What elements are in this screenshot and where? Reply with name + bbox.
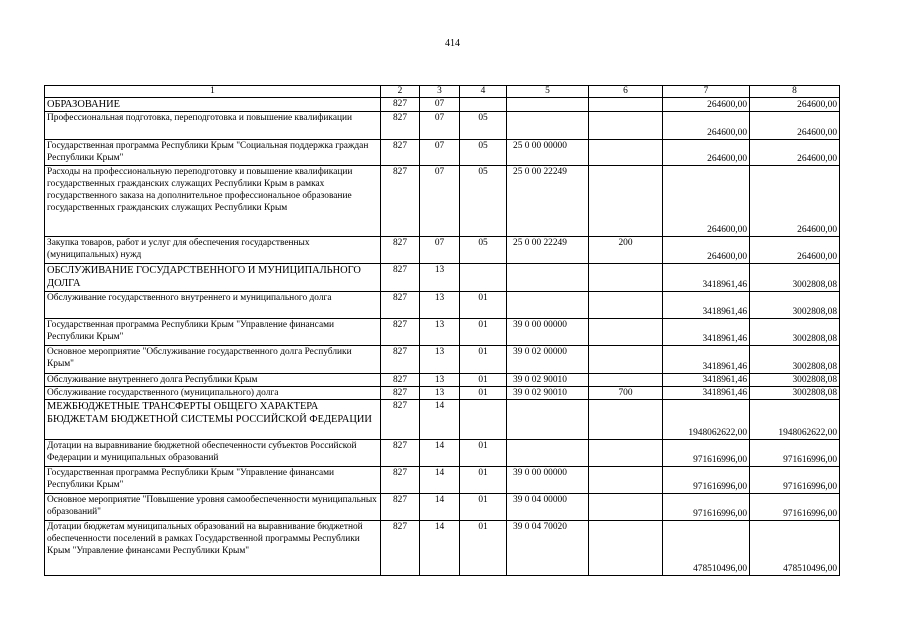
- row-name: Закупка товаров, работ и услуг для обеспечения государственных (муниципальных) нужд: [45, 237, 381, 264]
- row-name: ОБРАЗОВАНИЕ: [45, 98, 381, 112]
- subsection-code: 01: [460, 467, 507, 494]
- section-code: 13: [420, 346, 460, 374]
- amount-year-1: 264600,00: [663, 166, 750, 237]
- table-body: [45, 86, 840, 576]
- target-article: 39 0 00 00000: [507, 467, 589, 494]
- row-name: Профессиональная подготовка, переподготовка и повышение квалификации: [45, 112, 381, 140]
- target-article: 39 0 04 00000: [507, 494, 589, 521]
- amount-year-1: 971616996,00: [663, 440, 750, 467]
- amount-year-2: 264600,00: [750, 237, 840, 264]
- header-cell: 1: [45, 86, 381, 98]
- target-article: 39 0 02 90010: [507, 374, 589, 387]
- subsection-code: 01: [460, 346, 507, 374]
- header-row: [45, 86, 840, 98]
- subsection-code: 01: [460, 319, 507, 346]
- amount-year-1: 3418961,46: [663, 264, 750, 292]
- amount-year-2: 264600,00: [750, 166, 840, 237]
- subsection-code: [460, 98, 507, 112]
- ministry-code: 827: [381, 387, 420, 400]
- expense-type: [589, 374, 663, 387]
- target-article: [507, 112, 589, 140]
- table-row: [45, 98, 840, 112]
- amount-year-1: 3418961,46: [663, 374, 750, 387]
- target-article: [507, 400, 589, 440]
- ministry-code: 827: [381, 140, 420, 166]
- header-cell: 3: [420, 86, 460, 98]
- table-row: [45, 374, 840, 387]
- target-article: [507, 292, 589, 319]
- table-row: [45, 467, 840, 494]
- row-name: Основное мероприятие "Повышение уровня самообеспеченности муниципальных образований": [45, 494, 381, 521]
- expense-type: 200: [589, 237, 663, 264]
- table-row: [45, 494, 840, 521]
- target-article: 39 0 02 90010: [507, 387, 589, 400]
- expense-type: [589, 467, 663, 494]
- amount-year-2: 3002808,08: [750, 374, 840, 387]
- section-code: 13: [420, 292, 460, 319]
- expense-type: [589, 521, 663, 576]
- target-article: 39 0 04 70020: [507, 521, 589, 576]
- amount-year-1: 264600,00: [663, 237, 750, 264]
- ministry-code: 827: [381, 346, 420, 374]
- subsection-code: 05: [460, 166, 507, 237]
- target-article: 39 0 00 00000: [507, 319, 589, 346]
- subsection-code: [460, 400, 507, 440]
- table-row: [45, 440, 840, 467]
- table-row: [45, 346, 840, 374]
- row-name: Государственная программа Республики Крым "Управление финансами Республики Крым": [45, 319, 381, 346]
- amount-year-1: 971616996,00: [663, 494, 750, 521]
- section-code: 14: [420, 400, 460, 440]
- ministry-code: 827: [381, 112, 420, 140]
- row-name: Дотации бюджетам муниципальных образований на выравнивание бюджетной обеспеченности поселений в рамках Государственной программы Республики Крым "Управление финансами Республики Крым": [45, 521, 381, 576]
- target-article: 25 0 00 22249: [507, 237, 589, 264]
- amount-year-2: 971616996,00: [750, 440, 840, 467]
- amount-year-2: 971616996,00: [750, 467, 840, 494]
- target-article: 39 0 02 00000: [507, 346, 589, 374]
- amount-year-1: 3418961,46: [663, 387, 750, 400]
- subsection-code: 05: [460, 112, 507, 140]
- subsection-code: 01: [460, 494, 507, 521]
- header-cell: 8: [750, 86, 840, 98]
- expense-type: [589, 98, 663, 112]
- section-code: 13: [420, 387, 460, 400]
- ministry-code: 827: [381, 400, 420, 440]
- section-code: 13: [420, 374, 460, 387]
- subsection-code: 01: [460, 440, 507, 467]
- section-code: 07: [420, 98, 460, 112]
- expense-type: [589, 346, 663, 374]
- amount-year-1: 1948062622,00: [663, 400, 750, 440]
- expense-type: 700: [589, 387, 663, 400]
- header-cell: 7: [663, 86, 750, 98]
- expense-type: [589, 494, 663, 521]
- ministry-code: 827: [381, 521, 420, 576]
- amount-year-2: 264600,00: [750, 112, 840, 140]
- ministry-code: 827: [381, 237, 420, 264]
- amount-year-1: 478510496,00: [663, 521, 750, 576]
- section-code: 07: [420, 140, 460, 166]
- amount-year-1: 264600,00: [663, 140, 750, 166]
- row-name: Обслуживание внутреннего долга Республики Крым: [45, 374, 381, 387]
- target-article: 25 0 00 00000: [507, 140, 589, 166]
- section-code: 07: [420, 237, 460, 264]
- ministry-code: 827: [381, 374, 420, 387]
- ministry-code: 827: [381, 319, 420, 346]
- subsection-code: 01: [460, 374, 507, 387]
- amount-year-2: 1948062622,00: [750, 400, 840, 440]
- table-row: [45, 521, 840, 576]
- budget-table: [44, 85, 840, 576]
- subsection-code: 05: [460, 140, 507, 166]
- table-row: [45, 319, 840, 346]
- ministry-code: 827: [381, 98, 420, 112]
- table-row: [45, 387, 840, 400]
- amount-year-1: 264600,00: [663, 98, 750, 112]
- row-name: Обслуживание государственного внутреннего и муниципального долга: [45, 292, 381, 319]
- target-article: 25 0 00 22249: [507, 166, 589, 237]
- header-cell: 5: [507, 86, 589, 98]
- row-name: Государственная программа Республики Крым "Социальная поддержка граждан Республики Крым": [45, 140, 381, 166]
- section-code: 07: [420, 112, 460, 140]
- header-cell: 4: [460, 86, 507, 98]
- row-name: Обслуживание государственного (муниципального) долга: [45, 387, 381, 400]
- expense-type: [589, 292, 663, 319]
- amount-year-1: 971616996,00: [663, 467, 750, 494]
- section-code: 14: [420, 467, 460, 494]
- expense-type: [589, 319, 663, 346]
- target-article: [507, 264, 589, 292]
- target-article: [507, 440, 589, 467]
- row-name: МЕЖБЮДЖЕТНЫЕ ТРАНСФЕРТЫ ОБЩЕГО ХАРАКТЕРА БЮДЖЕТАМ БЮДЖЕТНОЙ СИСТЕМЫ РОССИЙСКОЙ ФЕДЕРАЦИИ: [45, 400, 381, 440]
- section-code: 13: [420, 264, 460, 292]
- expense-type: [589, 112, 663, 140]
- amount-year-1: 3418961,46: [663, 346, 750, 374]
- header-cell: 6: [589, 86, 663, 98]
- section-code: 14: [420, 494, 460, 521]
- expense-type: [589, 440, 663, 467]
- ministry-code: 827: [381, 292, 420, 319]
- target-article: [507, 98, 589, 112]
- page-number: 414: [445, 38, 460, 49]
- amount-year-2: 3002808,08: [750, 346, 840, 374]
- expense-type: [589, 264, 663, 292]
- table-row: [45, 112, 840, 140]
- section-code: 14: [420, 521, 460, 576]
- row-name: Расходы на профессиональную переподготовку и повышение квалификации государственных гражданских служащих Республики Крым в рамках государственного заказа на дополнительное профессиональное образование государственных гражданских служащих Республики Крым: [45, 166, 381, 237]
- subsection-code: [460, 264, 507, 292]
- row-name: Дотации на выравнивание бюджетной обеспеченности субъектов Российской Федерации и муниципальных образований: [45, 440, 381, 467]
- amount-year-1: 3418961,46: [663, 292, 750, 319]
- amount-year-2: 3002808,08: [750, 292, 840, 319]
- subsection-code: 01: [460, 387, 507, 400]
- header-cell: 2: [381, 86, 420, 98]
- table-row: [45, 292, 840, 319]
- amount-year-2: 264600,00: [750, 98, 840, 112]
- table-row: [45, 237, 840, 264]
- row-name: Государственная программа Республики Крым "Управление финансами Республики Крым": [45, 467, 381, 494]
- table-row: [45, 140, 840, 166]
- amount-year-1: 3418961,46: [663, 319, 750, 346]
- section-code: 14: [420, 440, 460, 467]
- table-row: [45, 264, 840, 292]
- table-row: [45, 166, 840, 237]
- amount-year-2: 3002808,08: [750, 264, 840, 292]
- subsection-code: 01: [460, 521, 507, 576]
- subsection-code: 01: [460, 292, 507, 319]
- amount-year-1: 264600,00: [663, 112, 750, 140]
- row-name: ОБСЛУЖИВАНИЕ ГОСУДАРСТВЕННОГО И МУНИЦИПАЛЬНОГО ДОЛГА: [45, 264, 381, 292]
- ministry-code: 827: [381, 494, 420, 521]
- amount-year-2: 264600,00: [750, 140, 840, 166]
- ministry-code: 827: [381, 166, 420, 237]
- amount-year-2: 478510496,00: [750, 521, 840, 576]
- amount-year-2: 971616996,00: [750, 494, 840, 521]
- amount-year-2: 3002808,08: [750, 319, 840, 346]
- ministry-code: 827: [381, 467, 420, 494]
- row-name: Основное мероприятие "Обслуживание государственного долга Республики Крым": [45, 346, 381, 374]
- table-row: [45, 400, 840, 440]
- amount-year-2: 3002808,08: [750, 387, 840, 400]
- subsection-code: 05: [460, 237, 507, 264]
- expense-type: [589, 400, 663, 440]
- ministry-code: 827: [381, 264, 420, 292]
- section-code: 07: [420, 166, 460, 237]
- expense-type: [589, 140, 663, 166]
- ministry-code: 827: [381, 440, 420, 467]
- expense-type: [589, 166, 663, 237]
- section-code: 13: [420, 319, 460, 346]
